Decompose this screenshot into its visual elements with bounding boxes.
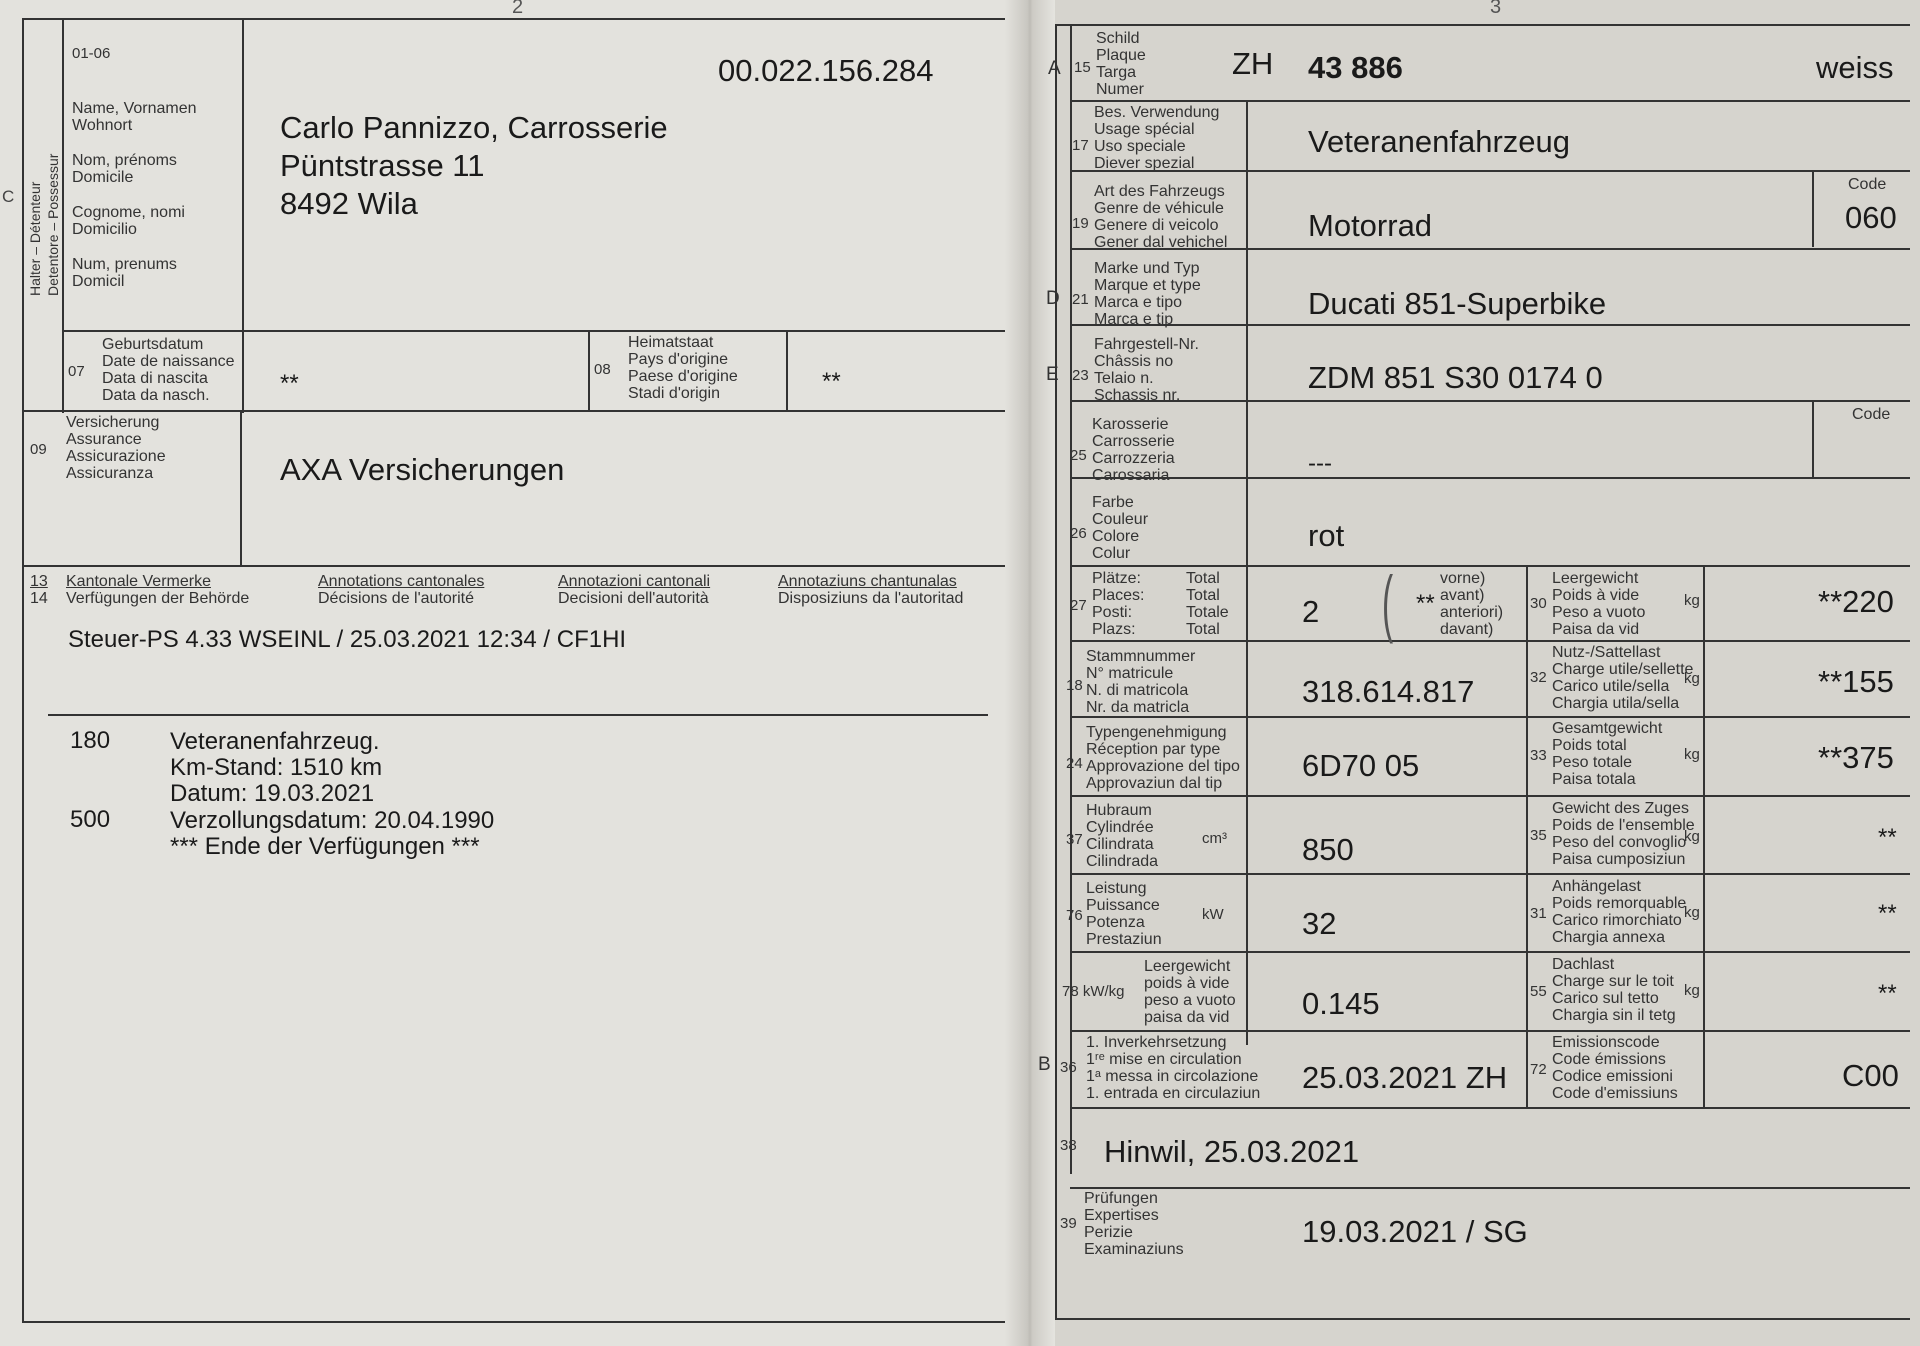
- document-number: 00.022.156.284: [718, 53, 934, 88]
- annotation-header-de: Kantonale Vermerke Verfügungen der Behörde: [66, 573, 250, 607]
- right-page: 3 A 15 Schild Plaque Targa Numer ZH 43 886 weiss 17 Bes. Verwendung Usage spécial Uso speciale Diever spezial Veteranenfahrzeug 19 Art des Fahrzeugs Genre de véhicule Genere di veicolo Gener dal vehichel Motorrad Code 060 D 21 Marke und Typ Marque et type Marca e tipo Marca e tip Ducati 851-Superbike E 23 Fahrgestell-Nr. Châssis no Telaio n. Schassis nr. ZDM 851 S30 0174 0 25 Karosserie Carrosserie Carrozzeria Carossaria --- Code 26 Farbe Couleur Colore Colur rot 27 Plätze: Places: Posti: Plazs: Total Total Totale Total 2 ( ** vorne) avant) anteriori) davant) 30 Leergewicht Poids à vide Peso a vuoto Paisa da vid kg **220 18 Stammnummer N° matricule N. di matricola Nr. da matricla 318.614.817 32 Nutz-/Sattellast Charge utile/sellette Carico utile/sella Chargia utila/sella kg **155 24 Typengenehmigung Réception par type Approvazione del tipo Approvaziun dal tip 6D70 05 33 Gesamtgewicht Poids total Peso totale Paisa totala kg **375 37 Hubraum Cylindrée Cilindrata Cilindrada cm³ 850 35 Gewicht des Zuges Poids de l'ensemble Peso del convoglio Paisa cumposiziun kg ** 76 Leistung Puissance Potenza Prestaziun kW 32 31 Anhängelast Poids remorquable Carico rimorchiato Chargia annexa kg ** 78 kW/kg Leergewicht poids à vide peso a vuoto paisa da vid 0.145 55 Dachlast Charge sur le toit Carico sul tetto Chargia sin il tetg kg ** B 36 1. Inverkehrsetzung 1ʳᵉ mise en circulation 1ᵃ messa in circolazione 1. entrada en circulaziun 25.03.2021 ZH 72 Emissionscode Code émissions Codice emissioni Code d'emissiuns C00 38 Hinwil, 25.03.2021 39 Prüfungen Expertises Perizie Examinaziuns 19.03.2021 / SG: [1030, 0, 1920, 1346]
- origin-code: 08: [594, 361, 611, 378]
- holder-name: Carlo Pannizzo, Carrosserie: [280, 110, 668, 145]
- section-letter-c: C: [2, 187, 15, 206]
- steuer-line: Steuer-PS 4.33 WSEINL / 25.03.2021 12:34 / CF1HI: [68, 626, 627, 653]
- plate-canton: ZH: [1232, 46, 1274, 81]
- annotation-header-it: Annotazioni cantonali Decisioni dell'autorità: [558, 573, 711, 607]
- birth-code: 07: [68, 363, 85, 380]
- birth-value: **: [280, 370, 299, 397]
- plate-color: weiss: [1816, 50, 1894, 85]
- annotation-codes: 13 14: [30, 573, 48, 607]
- left-page: 2 C Halter – Détenteur Detentore – Possessur 01-06 Name, Vornamen Wohnort Nom, prénoms Domicile Cognome, nomi Domicilio Num, prenums Domicil 00.022.156.284 Carlo Pannizzo, Carrosserie Püntstrasse 11 8492 Wila 07 Geburtsdatum Date de naissance Data di nascita Data da nasch. ** 08 Heimatstaat Pays d'origine Paese d'origine Stadi d'origin ** 09 Versicherung Assurance Assicurazione Assicuranza AXA Versicherungen 13 14 Kantonale Vermerke Verfügungen der Behörde Annotations cantonales Décisions de l'autorité Annotazioni cantonali Decisioni dell'autorità Annotaziuns chantunalas Disposiziuns da l'autoritad Steuer-PS 4.33 WSEINL / 25.03.2021 12:34 / CF1HI 180 Veteranenfahrzeug. Km-Stand: 1510 km Datum: 19.03.2021 500 Verzollungsdatum: 20.04.1990 *** Ende der Verfügungen ***: [0, 0, 1030, 1346]
- annotation-header-rm: Annotaziuns chantunalas Disposiziuns da l'autoritad: [778, 573, 964, 607]
- insurance-value: AXA Versicherungen: [280, 452, 565, 487]
- holder-labels: Name, Vornamen Wohnort Nom, prénoms Domicile Cognome, nomi Domicilio Num, prenums Domicil: [72, 100, 197, 290]
- holder-street: Püntstrasse 11: [280, 148, 485, 183]
- insurance-labels: Versicherung Assurance Assicurazione Assicuranza: [66, 414, 166, 482]
- insurance-code: 09: [30, 441, 47, 458]
- holder-vertical-label-2: Detentore – Possessur: [45, 153, 61, 296]
- holder-code: 01-06: [72, 45, 111, 62]
- origin-labels: Heimatstaat Pays d'origine Paese d'origine Stadi d'origin: [628, 334, 738, 402]
- birth-labels: Geburtsdatum Date de naissance Data di nascita Data da nasch.: [102, 336, 235, 404]
- origin-value: **: [822, 368, 841, 395]
- page-number-left: 2: [512, 0, 524, 18]
- plate-number: 43 886: [1308, 50, 1403, 85]
- annotation-divider: [48, 714, 988, 716]
- page-number-right: 3: [1490, 0, 1502, 18]
- holder-city: 8492 Wila: [280, 186, 418, 221]
- annotation-header-fr: Annotations cantonales Décisions de l'autorité: [318, 573, 485, 607]
- holder-vertical-label-1: Halter – Détenteur: [27, 181, 43, 296]
